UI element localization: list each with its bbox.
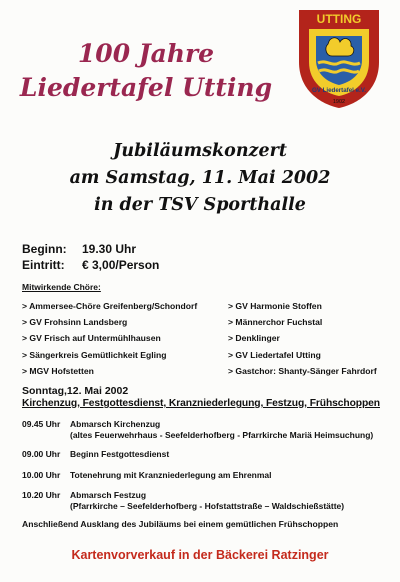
concert-venue: in der TSV Sporthalle xyxy=(94,195,306,215)
schedule-time: 10.20 Uhr xyxy=(22,490,61,500)
title-line-2: Liedertafel Utting xyxy=(19,73,273,102)
crest-year: 1902 xyxy=(332,99,346,105)
choir-item: > Ammersee-Chöre Greifenberg/Schondorf xyxy=(22,301,198,311)
choir-list-left xyxy=(22,298,197,379)
crest-town: UTTING xyxy=(316,12,362,26)
concert-date: am Samstag, 11. Mai 2002 xyxy=(69,168,331,188)
presale-footer: Kartenvorverkauf in der Bäckerei Ratzinger xyxy=(71,548,329,562)
begin-label: Beginn: xyxy=(22,242,67,256)
schedule-item xyxy=(22,419,373,441)
concert-title: Jubiläumskonzert xyxy=(113,141,287,161)
choir-item: > GV Frisch auf Untermühlhausen xyxy=(22,333,161,344)
choir-item: > Männerchor Fuchstal xyxy=(228,317,323,328)
closing-text: Anschließend Ausklang des Jubiläums bei einem gemütlichen Frühschoppen xyxy=(22,519,339,529)
choir-item: > GV Liedertafel Utting xyxy=(228,349,321,360)
title-line-1: 100 Jahre xyxy=(77,39,215,68)
choir-item: > MGV Hofstetten xyxy=(22,365,94,376)
club-crest-icon xyxy=(296,8,382,110)
schedule-text: Abmarsch Kirchenzug xyxy=(70,419,161,429)
sunday-events: Kirchenzug, Festgottesdienst, Kranzniederlegung, Festzug, Frühschoppen xyxy=(22,398,380,409)
schedule-item xyxy=(22,470,272,481)
sunday-date: Sonntag,12. Mai 2002 xyxy=(22,385,129,397)
schedule-text: Abmarsch Festzug xyxy=(70,490,147,500)
begin-row xyxy=(22,242,136,257)
schedule-item xyxy=(22,490,344,512)
schedule-time: 09.45 Uhr xyxy=(22,419,61,429)
choir-item: > GV Harmonie Stoffen xyxy=(228,301,322,311)
schedule-time: 10.00 Uhr xyxy=(22,470,61,480)
begin-value: 19.30 Uhr xyxy=(82,242,137,256)
crest-club-name: GV Liedertafel e.V. xyxy=(311,87,367,94)
choir-item: > Gastchor: Shanty-Sänger Fahrdorf xyxy=(228,365,377,376)
schedule-detail: (Pfarrkirche – Seefelderhofberg - Hofstattstraße – Waldschießstätte) xyxy=(70,501,345,511)
schedule-time: 09.00 Uhr xyxy=(22,449,61,459)
entry-row xyxy=(22,258,159,273)
schedule-item xyxy=(22,449,169,460)
choirs-heading: Mitwirkende Chöre: xyxy=(22,282,101,292)
choir-item: > Denklinger xyxy=(228,333,280,344)
choir-list-right xyxy=(228,298,377,379)
choir-item: > GV Frohsinn Landsberg xyxy=(22,317,128,328)
schedule-text: Totenehrung mit Kranzniederlegung am Ehrenmal xyxy=(70,470,272,480)
entry-label: Eintritt: xyxy=(22,258,65,272)
schedule-text: Beginn Festgottesdienst xyxy=(70,449,170,459)
choir-item: > Sängerkreis Gemütlichkeit Egling xyxy=(22,349,167,360)
schedule-detail: (altes Feuerwehrhaus - Seefelderhofberg - Pfarrkirche Mariä Heimsuchung) xyxy=(70,430,374,440)
entry-value: € 3,00/Person xyxy=(82,258,160,272)
